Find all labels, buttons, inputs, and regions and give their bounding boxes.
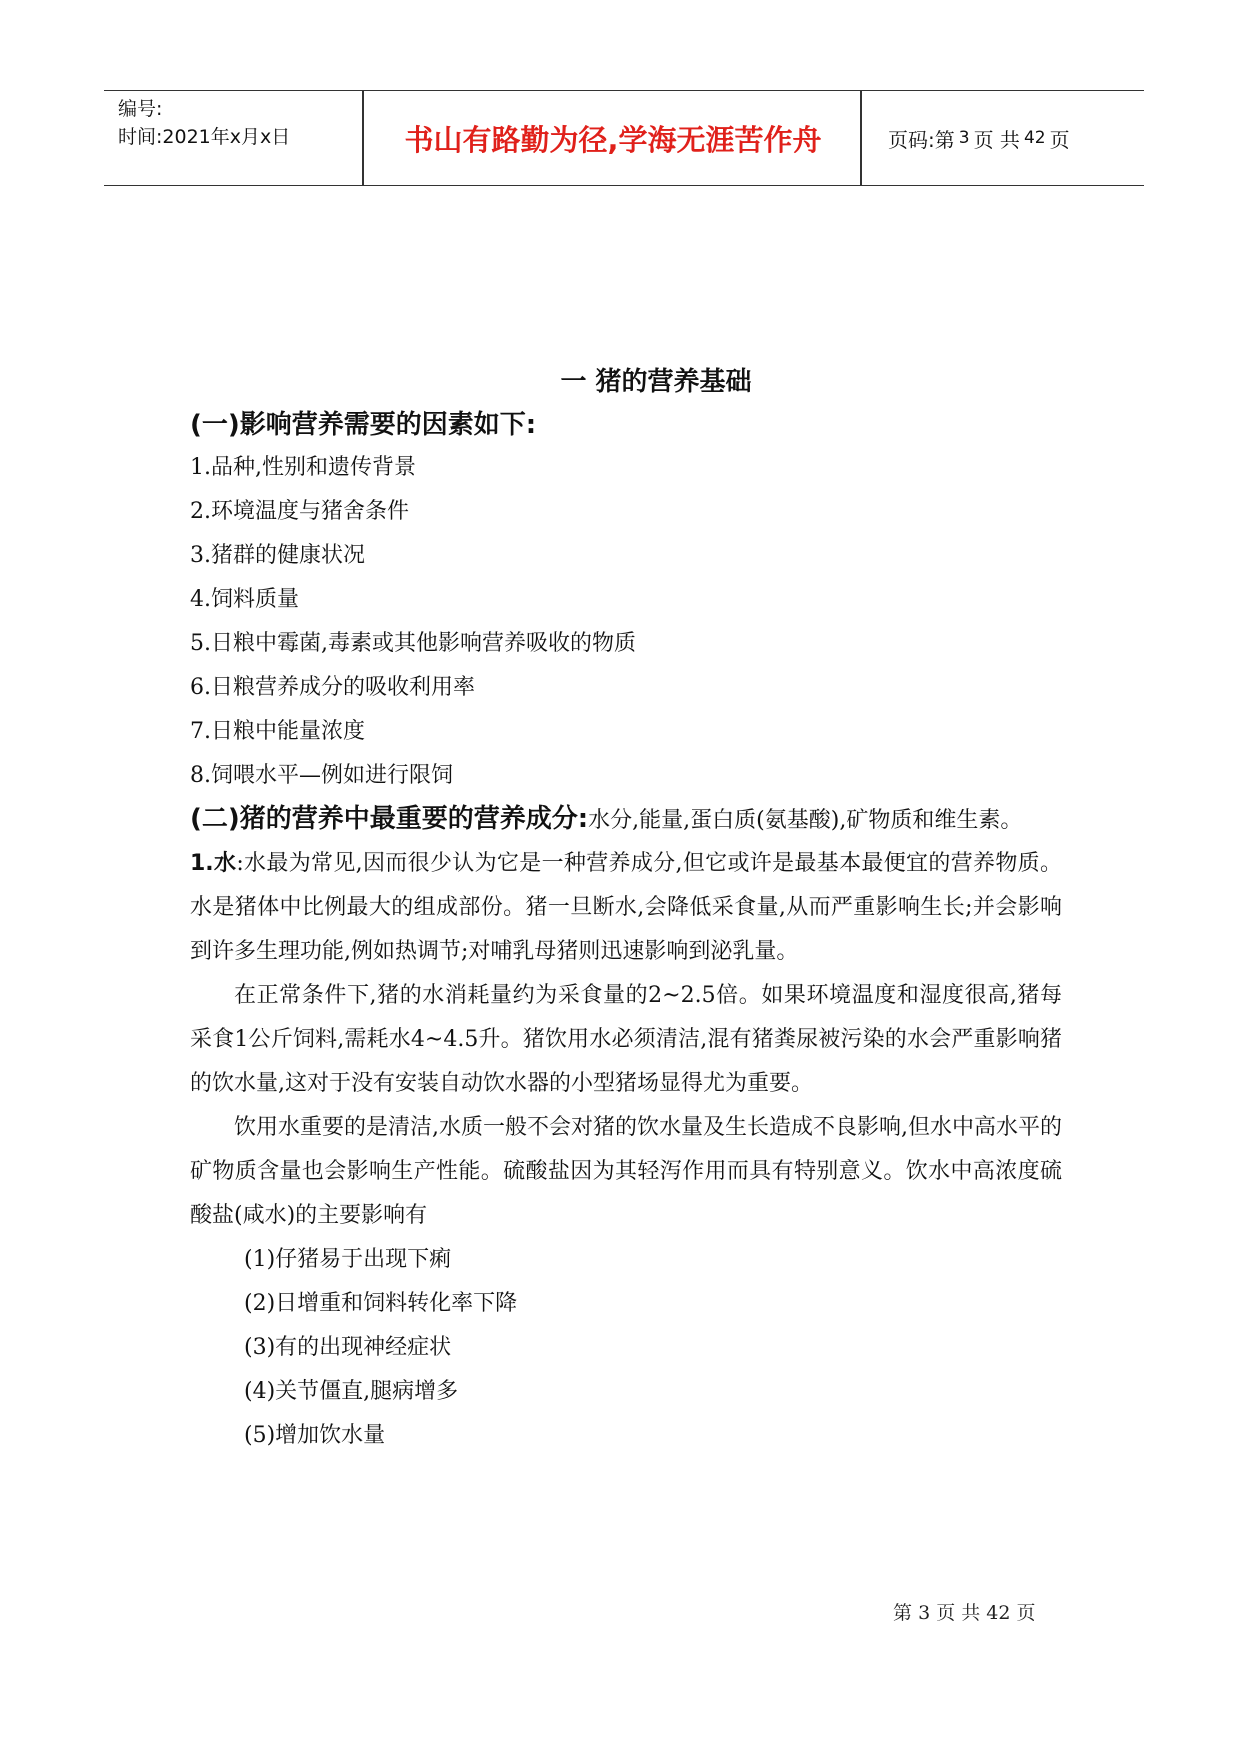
paragraph: 饮用水重要的是清洁,水质一般不会对猪的饮水量及生长造成不良影响,但水中高水平的矿物质含量也会影响生产性能。硫酸盐因为其轻泻作用而具有特别意义。饮水中高浓度硫酸盐(咸水)的主要影响有 xyxy=(190,1115,1062,1228)
footer-prefix: 第 xyxy=(893,1602,913,1624)
water-paragraph xyxy=(190,842,1062,974)
header-motto: 书山有路勤为径,学海无涯苦作舟 xyxy=(404,122,822,157)
page-prefix: 页码:第 xyxy=(888,127,955,152)
page-mid: 页 共 xyxy=(973,127,1020,152)
page-footer xyxy=(893,1598,1036,1625)
document-body xyxy=(190,360,1062,1458)
footer-mid: 页 共 xyxy=(936,1602,981,1624)
section-paragraph xyxy=(190,798,1062,842)
section-heading: (二)猪的营养中最重要的营养成分: xyxy=(190,804,589,834)
header-page-number xyxy=(874,91,1070,185)
list-item: 8.饲喂水平—例如进行限饲 xyxy=(190,763,453,788)
list-item: (5)增加饮水量 xyxy=(244,1423,386,1448)
page-suffix: 页 xyxy=(1049,127,1070,152)
section-heading: (一)影响营养需要的因素如下: xyxy=(190,410,537,440)
water-text: :水最为常见,因而很少认为它是一种营养成分,但它或许是最基本最便宜的营养物质。水是猪体中比例最大的组成部份。猪一旦断水,会降低采食量,从而严重影响生长;并会影响到许多生理功能,例如热调节;对哺乳母猪则迅速影响到泌乳量。 xyxy=(190,851,1062,964)
list-item: (3)有的出现神经症状 xyxy=(244,1335,452,1360)
page-current: 3 xyxy=(958,128,970,148)
paragraph: 在正常条件下,猪的水消耗量约为采食量的2~2.5倍。如果环境温度和湿度很高,猪每采食1公斤饲料,需耗水4~4.5升。猪饮用水必须清洁,混有猪粪尿被污染的水会严重影响猪的饮水量,这对于没有安装自动饮水器的小型猪场显得尤为重要。 xyxy=(190,983,1062,1096)
header-divider xyxy=(860,91,862,185)
list-item: 1.品种,性别和遗传背景 xyxy=(190,455,416,480)
footer-current: 3 xyxy=(918,1602,931,1624)
footer-total: 42 xyxy=(986,1602,1011,1624)
header-meta xyxy=(118,95,290,151)
header-divider xyxy=(362,91,364,185)
footer-suffix: 页 xyxy=(1016,1602,1036,1624)
list-item: 2.环境温度与猪舍条件 xyxy=(190,499,409,524)
document-header xyxy=(104,90,1144,186)
list-item: (4)关节僵直,腿病增多 xyxy=(244,1379,459,1404)
list-item: 5.日粮中霉菌,毒素或其他影响营养吸收的物质 xyxy=(190,631,636,656)
list-item: (1)仔猪易于出现下痢 xyxy=(244,1247,452,1272)
list-item: (2)日增重和饲料转化率下降 xyxy=(244,1291,518,1316)
time-label: 时间:2021年x月x日 xyxy=(118,126,291,148)
section-text: 水分,能量,蛋白质(氨基酸),矿物质和维生素。 xyxy=(588,808,1023,833)
page-total: 42 xyxy=(1023,128,1046,148)
page-title: 一 猪的营养基础 xyxy=(560,367,752,397)
list-item: 3.猪群的健康状况 xyxy=(190,543,365,568)
number-label: 编号: xyxy=(118,98,163,120)
list-item: 7.日粮中能量浓度 xyxy=(190,719,365,744)
water-lead: 1.水 xyxy=(190,851,237,876)
list-item: 6.日粮营养成分的吸收利用率 xyxy=(190,675,475,700)
list-item: 4.饲料质量 xyxy=(190,587,299,612)
